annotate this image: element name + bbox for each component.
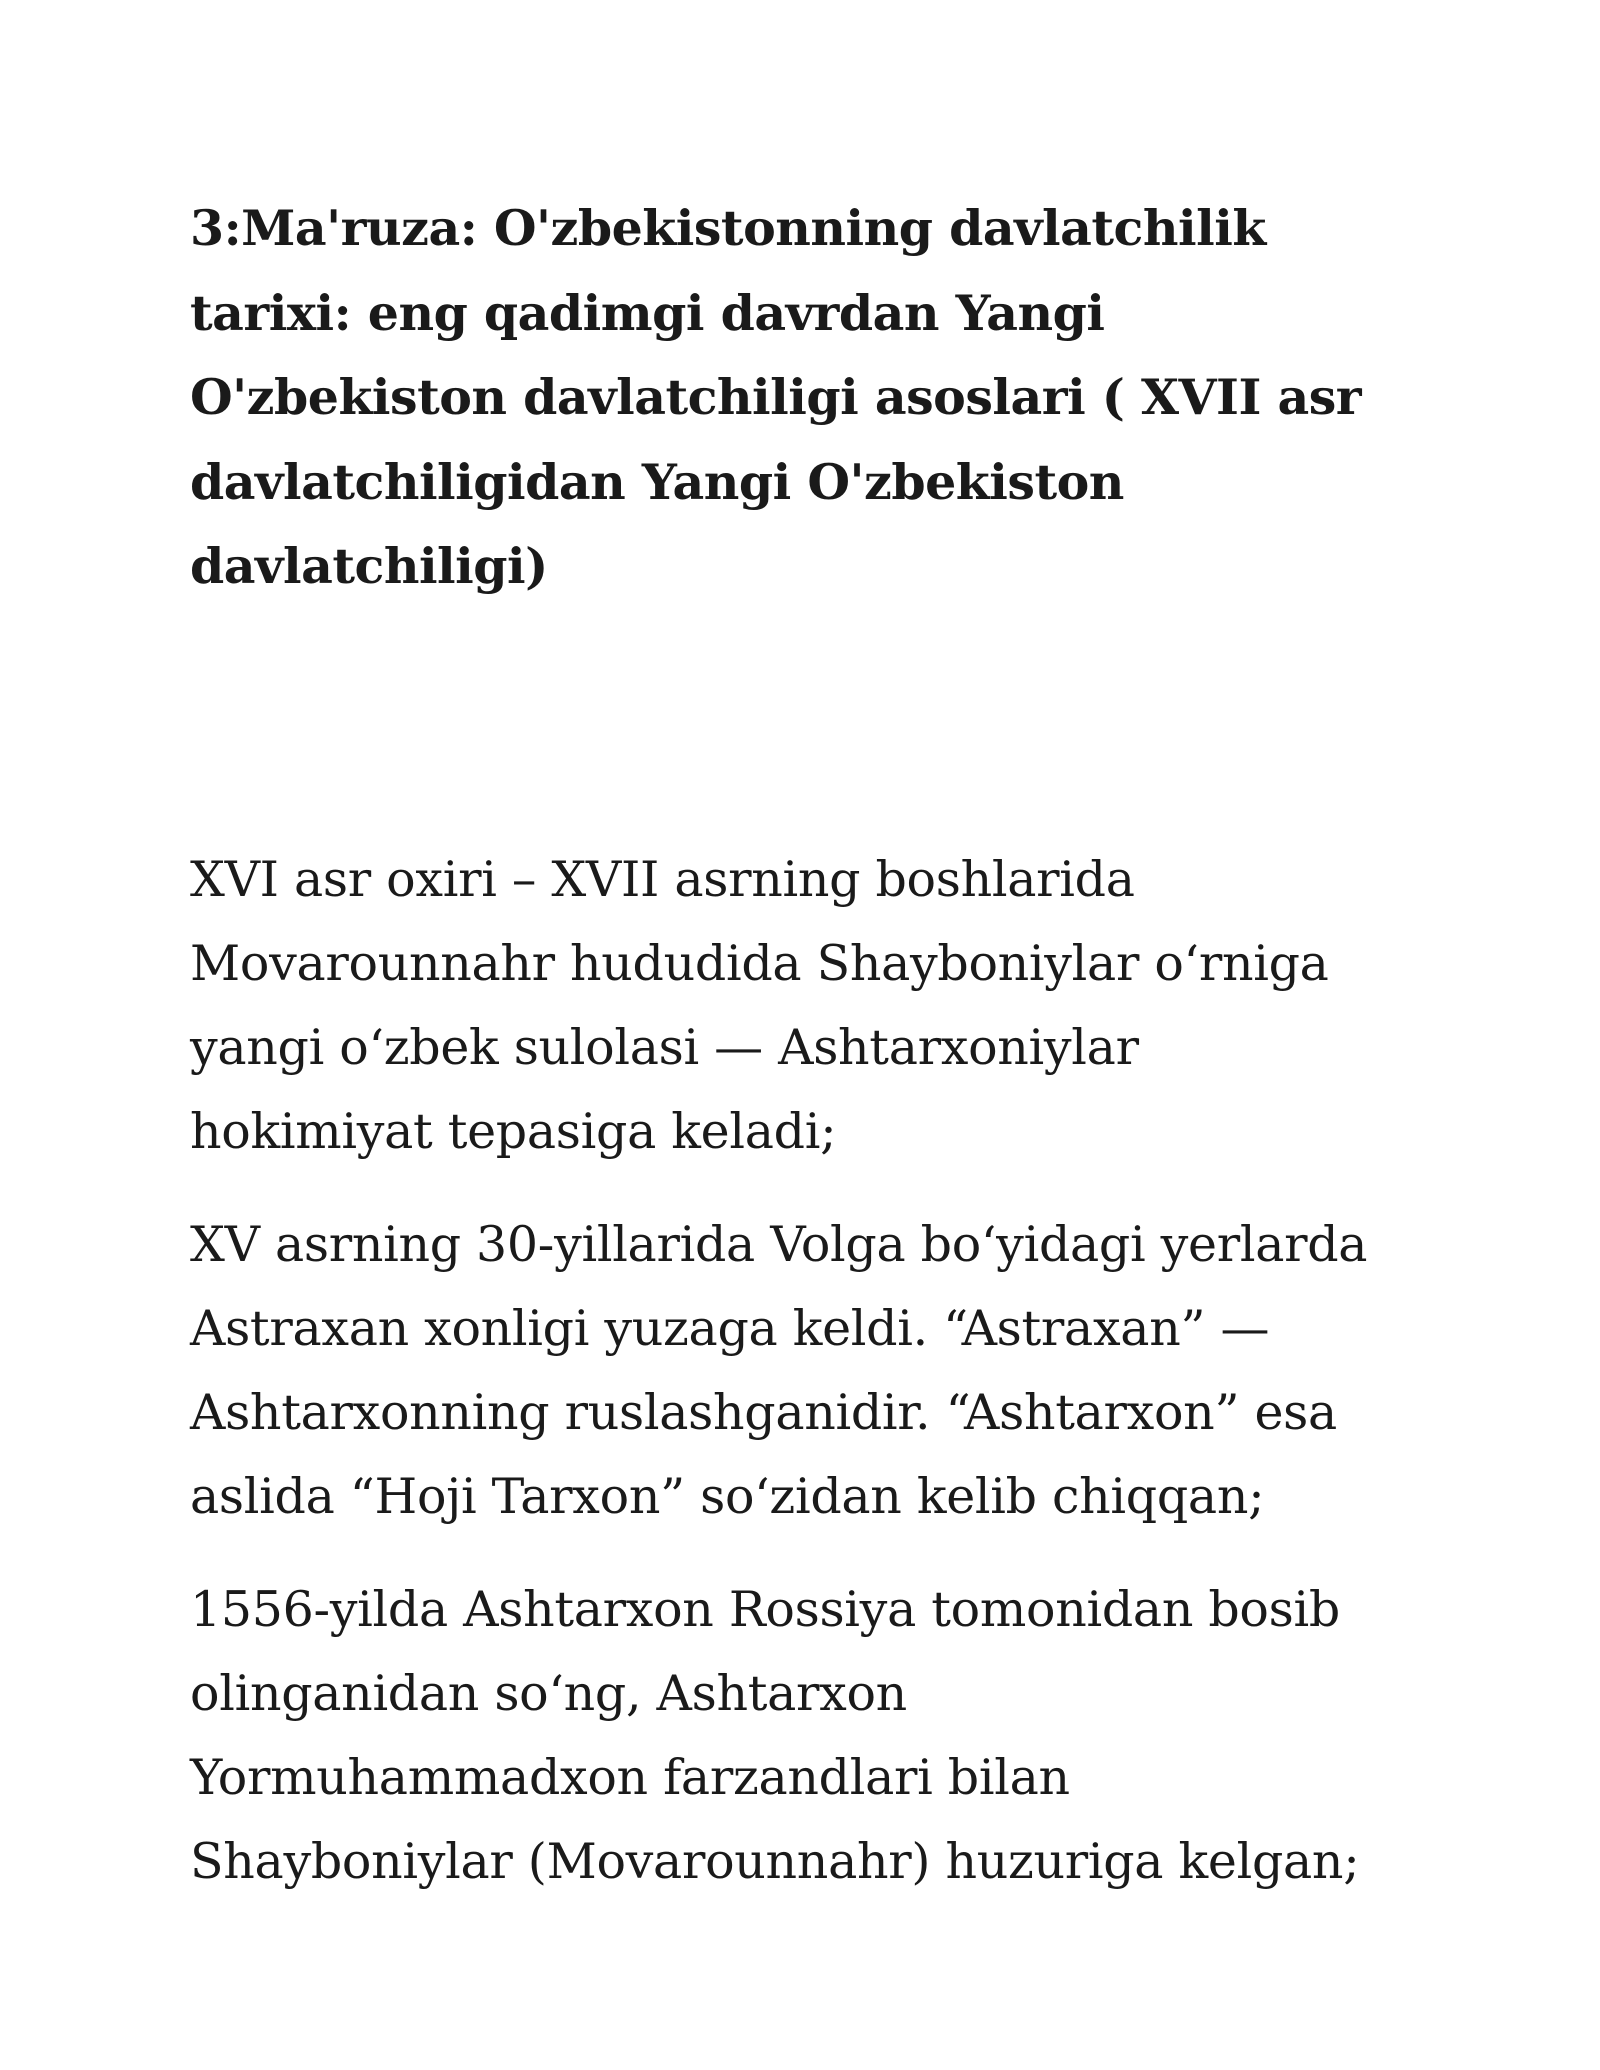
paragraph-line: XV asrning 30-yillarida Volga bo‘yidagi yerlarda <box>190 1216 1368 1273</box>
title-line: 3:Ma'ruza: O'zbekistonning davlatchilik <box>190 199 1266 257</box>
paragraph-line: Shayboniylar (Movarounnahr) huzuriga kelgan; <box>190 1833 1360 1890</box>
paragraph-line: Movarounnahr hududida Shayboniylar o‘rniga <box>190 935 1329 992</box>
title-line: davlatchiligi) <box>190 537 548 595</box>
title-line: davlatchiligidan Yangi O'zbekiston <box>190 452 1124 511</box>
paragraph-ashtarxoniylar-rise <box>190 838 1430 1174</box>
paragraph-line: yangi o‘zbek sulolasi — Ashtarxoniylar <box>190 1019 1139 1076</box>
paragraph-line: olinganidan so‘ng, Ashtarxon <box>190 1665 907 1722</box>
page-title <box>190 186 1430 609</box>
paragraph-astraxan-khanate <box>190 1203 1430 1539</box>
paragraph-line: hokimiyat tepasiga keladi; <box>190 1103 837 1160</box>
paragraph-line: Astraxan xonligi yuzaga keldi. “Astraxan” — <box>190 1300 1270 1357</box>
paragraph-line: Ashtarxonning ruslashganidir. “Ashtarxon” esa <box>190 1384 1337 1441</box>
paragraph-line: aslida “Hoji Tarxon” so‘zidan kelib chiqqan; <box>190 1468 1265 1525</box>
paragraph-1556-conquest <box>190 1568 1430 1904</box>
body-text <box>190 838 1430 1933</box>
title-line: tarixi: eng qadimgi davrdan Yangi <box>190 283 1105 342</box>
paragraph-line: Yormuhammadxon farzandlari bilan <box>190 1749 1070 1806</box>
paragraph-line: XVI asr oxiri – XVII asrning boshlarida <box>190 851 1135 908</box>
title-line: O'zbekiston davlatchiligi asoslari ( XVII asr <box>190 368 1362 426</box>
paragraph-line: 1556-yilda Ashtarxon Rossiya tomonidan bosib <box>190 1581 1340 1638</box>
